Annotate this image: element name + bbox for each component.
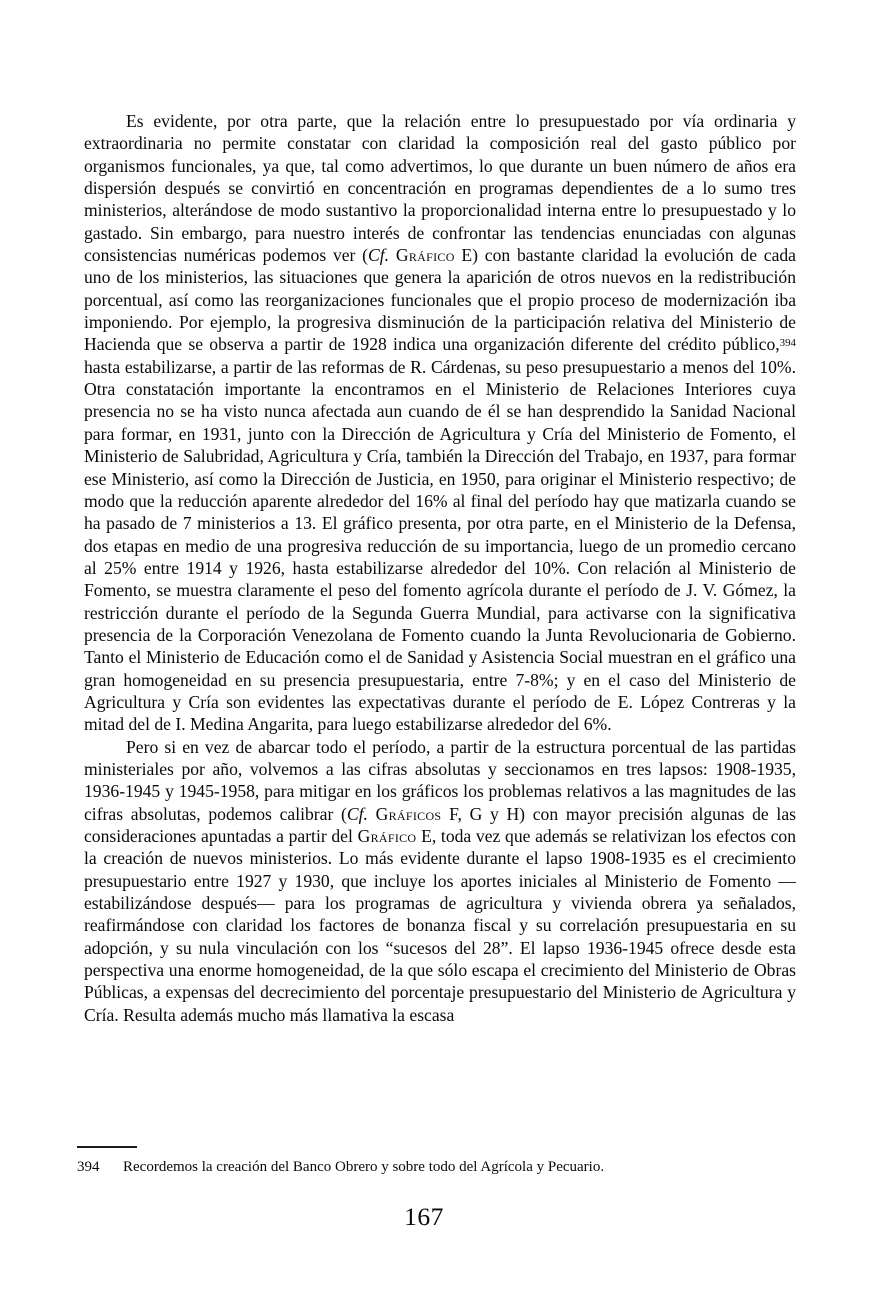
main-text-block — [84, 110, 796, 1026]
footnote — [77, 1158, 791, 1177]
paragraph-1: Es evidente, por otra parte, que la relación entre lo presupuestado por vía ordinaria y extraordinaria no permite constatar con claridad la composición real del gasto público por organismos funcionales, ya que, tal como advertimos, lo que durante un buen número de años era dispersión después se convirtió en concentración en programas dependientes de a lo sumo tres ministerios, alterándose de modo sustantivo la proporcionalidad interna entre lo presupuestado y lo gastado. Sin embargo, para nuestro interés de confrontar las tendencias enunciadas con algunas consistencias numéricas podemos ver (Cf. Gráfico E) con bastante claridad la evolución de cada uno de los ministerios, las situaciones que genera la aparición de otros nuevos en la redistribución porcentual, así como las reorganizaciones funcionales que el propio proceso de modernización iba imponiendo. Por ejemplo, la progresiva disminución de la participación relativa del Ministerio de Hacienda que se observa a partir de 1928 indica una organización diferente del crédito público,$^{394}$ hasta estabilizarse, a partir de las reformas de R. Cárdenas, su peso presupuestario a menos del 10%. Otra constatación importante la encontramos en el Ministerio de Relaciones Interiores cuya presencia no se ha visto nunca afectada aun cuando de él se han desprendido la Sanidad Nacional para formar, en 1931, junto con la Dirección de Agricultura y Cría del Ministerio de Fomento, el Ministerio de Salubridad, Agricultura y Cría, también la Dirección del Trabajo, en 1937, para formar ese Ministerio, así como la Dirección de Justicia, en 1950, para originar el Ministerio respectivo; de modo que la reducción aparente alrededor del 16% al final del período hay que matizarla cuando se ha pasado de 7 ministerios a 13. El gráfico presenta, por otra parte, en el Ministerio de la Defensa, dos etapas en medio de una progresiva reducción de su importancia, luego de un promedio cercano al 25% entre 1914 y 1926, hasta estabilizarse alrededor del 10%. Con relación al Ministerio de Fomento, se muestra claramente el peso del fomento agrícola durante el período de J. V. Gómez, la restricción durante el período de la Segunda Guerra Mundial, para activarse con la significativa presencia de la Corporación Venezolana de Fomento cuando la Junta Revolucionaria de Gobierno. Tanto el Ministerio de Educación como el de Sanidad y Asistencia Social muestran en el gráfico una gran homogeneidad en su presencia presupuestaria, entre 7-8%; y en el caso del Ministerio de Agricultura y Cría son evidentes las expectativas durante el período de E. López Contreras y la mitad del de I. Medina Angarita, para luego estabilizarse alrededor del 6%. — [84, 111, 796, 735]
page-number: 167 — [404, 1202, 444, 1231]
footnote-separator-rule — [77, 1146, 137, 1148]
paragraph-2: Pero si en vez de abarcar todo el período, a partir de la estructura porcentual de las partidas ministeriales por año, volvemos a las cifras absolutas y seccionamos en tres lapsos: 1908-1935, 1936-1945 y 1945-1958, para mitigar en los gráficos los problemas relativos a las magnitudes de las cifras absolutas, podemos calibrar (Cf. Gráficos F, G y H) con mayor precisión algunas de las consideraciones apuntadas a partir del Gráfico E, toda vez que además se relativizan los efectos con la creación de nuevos ministerios. Lo más evidente durante el lapso 1908-1935 es el crecimiento presupuestario entre 1927 y 1930, que incluye los aportes iniciales al Ministerio de Fomento —estabilizándose después— para los programas de agricultura y vivienda obrera ya señalados, reafirmándose con claridad los factores de bonanza fiscal y su correlación presupuestaria en su adopción, y su nula vinculación con los “sucesos del 28”. El lapso 1936-1945 ofrece desde esta perspectiva una enorme homogeneidad, de la que sólo escapa el crecimiento del Ministerio de Obras Públicas, a expensas del decrecimiento del porcentaje presupuestario del Ministerio de Agricultura y Cría. Resulta además mucho más llamativa la escasa — [84, 736, 796, 1025]
footnote-text: Recordemos la creación del Banco Obrero y sobre todo del Agrícola y Pecuario. — [123, 1159, 605, 1175]
footnote-number: 394 — [77, 1159, 100, 1175]
